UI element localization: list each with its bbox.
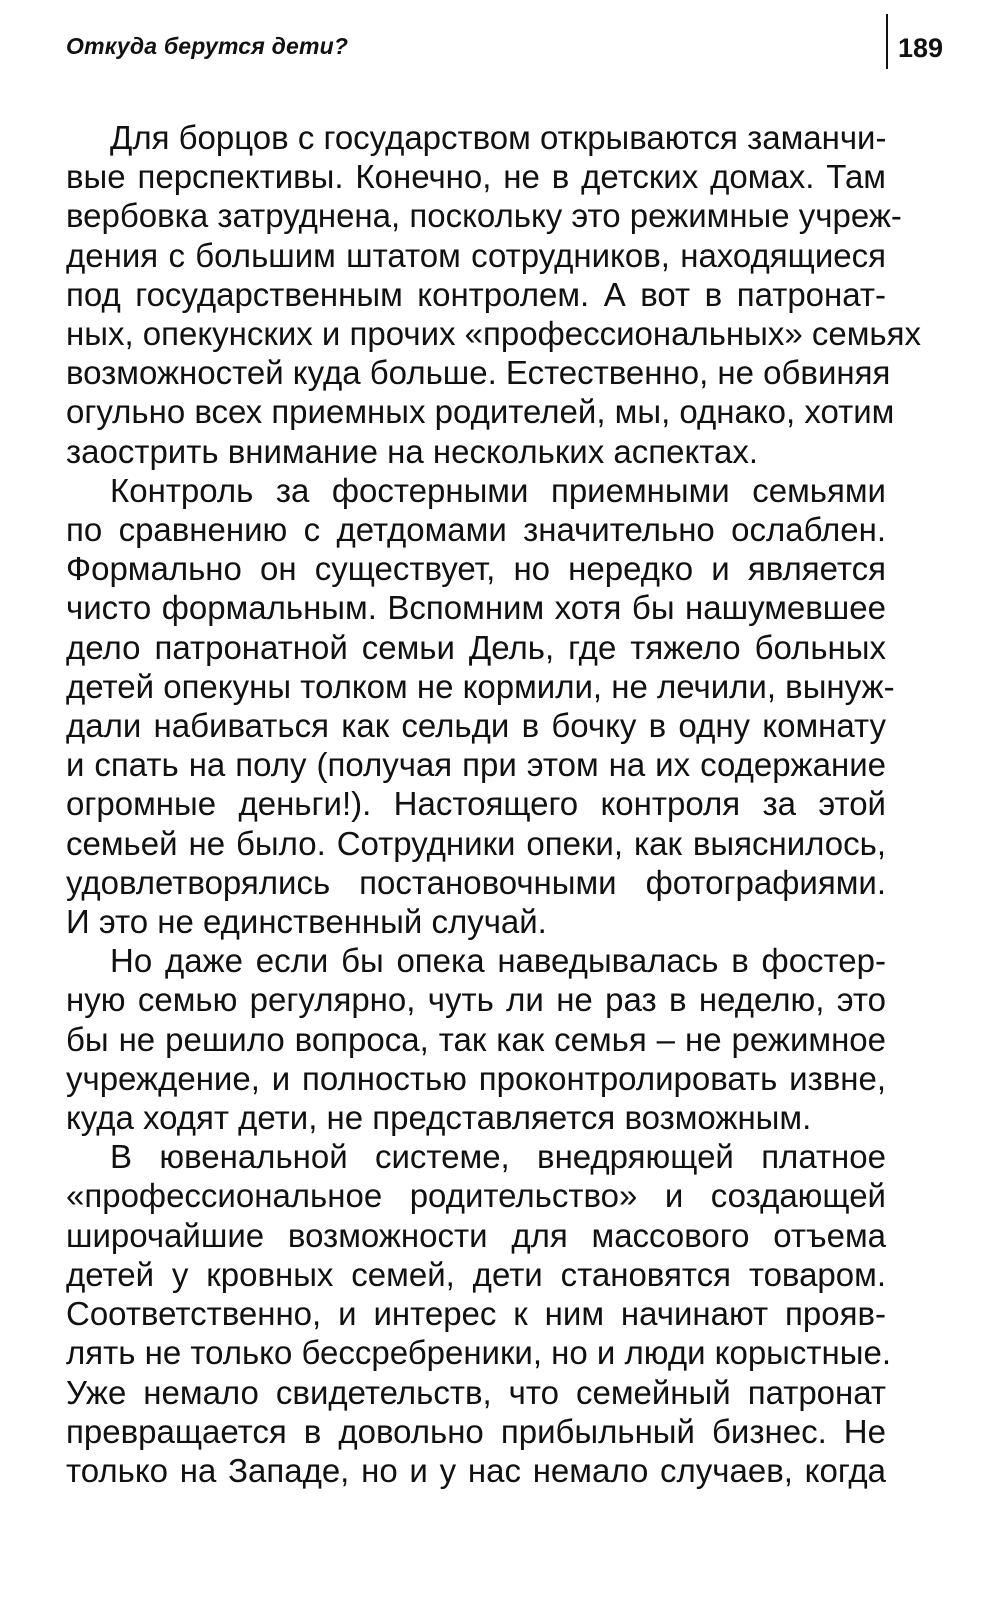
text-line: В ювенальной системе, внедряющей платное xyxy=(110,1138,886,1176)
text-line: дали набиваться как сельди в бочку в одну комнату xyxy=(66,707,886,745)
text-line: под государственным контролем. А вот в патронат- xyxy=(66,275,886,313)
text-line: детей у кровных семей, дети становятся товаром. xyxy=(66,1255,886,1293)
text-line: и спать на полу (получая при этом на их содержание xyxy=(66,746,886,784)
paragraph xyxy=(66,941,886,1137)
text-line: Контроль за фостерными приемными семьями xyxy=(110,471,886,509)
text-line: ную семью регулярно, чуть ли не раз в неделю, это xyxy=(66,981,886,1019)
text-line: возможностей куда больше. Естественно, не обвиняя xyxy=(66,354,891,392)
paragraph xyxy=(66,471,895,941)
body-text xyxy=(66,118,921,1490)
running-title: Откуда берутся дети? xyxy=(66,33,349,59)
text-line: детей опекуны толком не кормили, не лечили, вынуж- xyxy=(66,667,895,705)
text-line: бы не решило вопроса, так как семья – не режимное xyxy=(66,1020,886,1058)
text-line: «профессиональное родительство» и создающей xyxy=(66,1177,886,1215)
text-line: учреждение, и полностью проконтролировать извне, xyxy=(66,1059,886,1097)
text-line: Уже немало свидетельств, что семейный патронат xyxy=(66,1373,886,1411)
text-line: Формально он существует, но нередко и является xyxy=(66,550,886,588)
text-line: по сравнению с детдомами значительно ослаблен. xyxy=(66,511,886,549)
text-line: удовлетворялись постановочными фотографиями. xyxy=(66,863,886,901)
paragraph xyxy=(66,118,921,471)
text-line: превращается в довольно прибыльный бизнес. Не xyxy=(66,1412,886,1450)
text-line: вербовка затруднена, поскольку это режимные учреж- xyxy=(66,197,902,235)
text-line: ных, опекунских и прочих «профессиональных» семьях xyxy=(66,315,921,353)
text-line: лять не только бессребреники, но и люди корыстные. xyxy=(66,1334,891,1372)
text-line: огульно всех приемных родителей, мы, однако, хотим xyxy=(66,393,895,431)
text-line: заострить внимание на нескольких аспектах. xyxy=(66,432,759,470)
text-line: чисто формальным. Вспомним хотя бы нашумевшее xyxy=(66,589,886,627)
text-line: широчайшие возможности для массового отъема xyxy=(66,1216,886,1254)
page-number: 189 xyxy=(898,33,944,63)
text-line: И это не единственный случай. xyxy=(66,903,547,941)
paragraph xyxy=(66,1137,891,1490)
text-line: дело патронатной семьи Дель, где тяжело больных xyxy=(66,628,886,666)
text-line: огромные деньги!). Настоящего контроля за этой xyxy=(66,785,886,823)
text-line: дения с большим штатом сотрудников, находящиеся xyxy=(66,236,886,274)
text-line: вые перспективы. Конечно, не в детских домах. Там xyxy=(66,158,886,196)
text-line: только на Западе, но и у нас немало случаев, когда xyxy=(66,1451,886,1489)
text-line: Для борцов с государством открываются заманчи- xyxy=(110,119,887,156)
text-line: Соответственно, и интерес к ним начинают прояв- xyxy=(66,1295,886,1333)
text-line: семьей не было. Сотрудники опеки, как выяснилось, xyxy=(66,824,886,862)
text-line: Но даже если бы опека наведывалась в фостер- xyxy=(110,942,886,980)
header-rule xyxy=(886,14,888,69)
text-line: куда ходят дети, не представляется возможным. xyxy=(66,1099,812,1137)
